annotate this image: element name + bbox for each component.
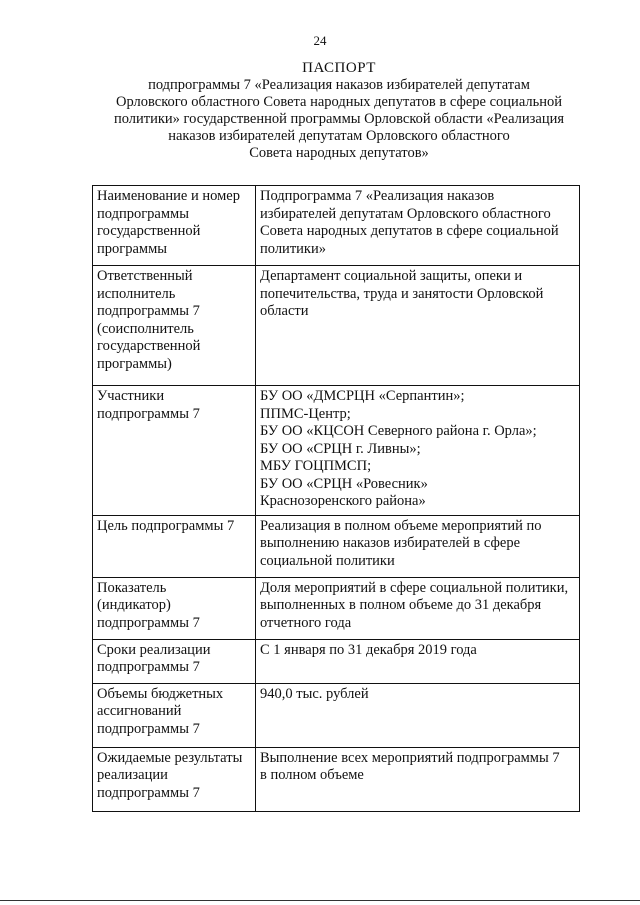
- table-row: [93, 683, 580, 747]
- row-label-goal: Цель подпрограммы 7: [93, 515, 256, 577]
- row-value-participants: БУ ОО «ДМСРЦН «Серпантин»; ППМС-Центр; БУ ОО «КЦСОН Северного района г. Орла»; БУ ОО «СРЦН г. Ливны»; МБУ ГОЦПМСП; БУ ОО «СРЦН «Ровесник» Краснозоренского района»: [256, 386, 580, 516]
- passport-table: [92, 185, 580, 812]
- row-label-participants: Участники подпрограммы 7: [93, 386, 256, 516]
- table-row: [93, 577, 580, 639]
- row-value-indicator: Доля мероприятий в сфере социальной политики, выполненных в полном объеме до 31 декабря отчетного года: [256, 577, 580, 639]
- page-number: 24: [313, 33, 327, 48]
- row-label-results: Ожидаемые результаты реализации подпрограммы 7: [93, 747, 256, 811]
- row-value-responsible: Департамент социальной защиты, опеки и попечительства, труда и занятости Орловской области: [256, 266, 580, 386]
- passport-title: ПАСПОРТ: [302, 60, 376, 76]
- row-label-name: Наименование и номер подпрограммы государственной программы: [93, 186, 256, 266]
- table-row: [93, 266, 580, 386]
- passport-subtitle: подпрограммы 7 «Реализация наказов избирателей депутатам Орловского областного Совета народных депутатов в сфере социальной политики» государственной программы Орловской области «Реализация наказов избирателей депутатам Орловского областного Совета народных депутатов»: [113, 77, 565, 161]
- table-row: [93, 186, 580, 266]
- row-label-indicator: Показатель (индикатор) подпрограммы 7: [93, 577, 256, 639]
- row-label-budget: Объемы бюджетных ассигнований подпрограммы 7: [93, 683, 256, 747]
- table-row: [93, 386, 580, 516]
- row-value-period: С 1 января по 31 декабря 2019 года: [256, 639, 580, 683]
- bottom-rule: [0, 900, 640, 901]
- row-value-name: Подпрограмма 7 «Реализация наказов избирателей депутатам Орловского областного Совета народных депутатов в сфере социальной политики»: [256, 186, 580, 266]
- row-value-budget: 940,0 тыс. рублей: [256, 683, 580, 747]
- row-label-period: Сроки реализации подпрограммы 7: [93, 639, 256, 683]
- table-row: [93, 639, 580, 683]
- row-value-goal: Реализация в полном объеме мероприятий по выполнению наказов избирателей в сфере социальной политики: [256, 515, 580, 577]
- row-label-responsible: Ответственный исполнитель подпрограммы 7 (соисполнитель государственной программы): [93, 266, 256, 386]
- passport-heading: [96, 60, 582, 162]
- row-value-results: Выполнение всех мероприятий подпрограммы 7 в полном объеме: [256, 747, 580, 811]
- table-row: [93, 747, 580, 811]
- table-row: [93, 515, 580, 577]
